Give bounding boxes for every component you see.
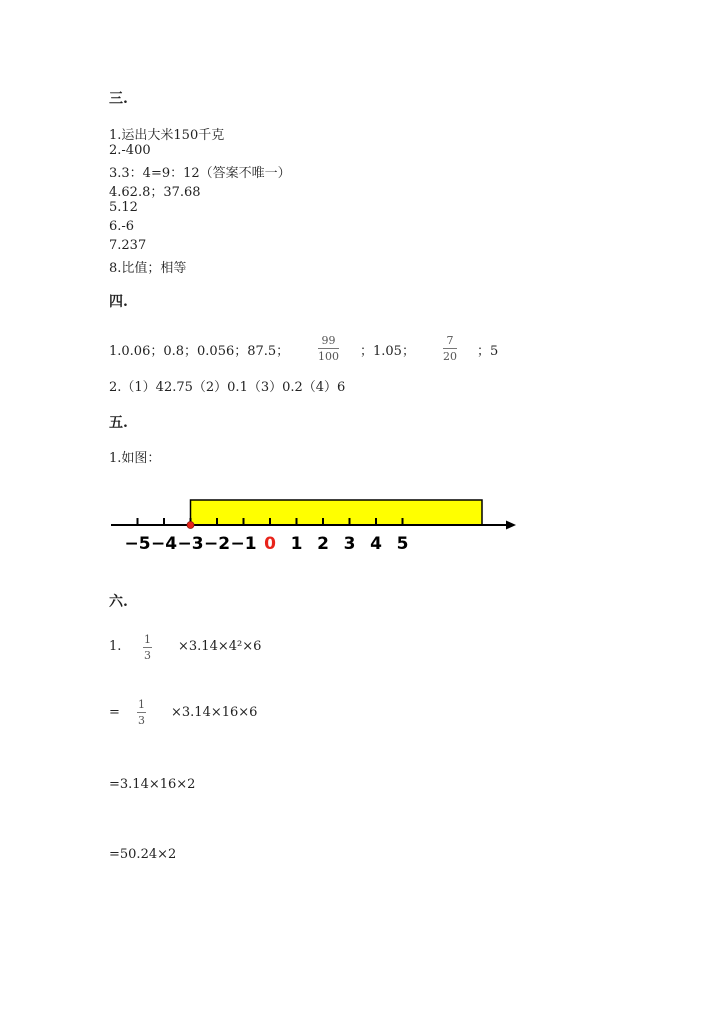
fraction-bar [137,712,146,713]
number-line-tick-label: −4 [150,534,178,554]
fraction-denominator: 100 [318,350,339,363]
number-line-tick-label: 0 [264,534,276,554]
fraction-1-3 [137,698,146,727]
fraction-99-100 [318,334,339,363]
number-line-labels [124,534,408,554]
number-line-arrow [506,521,516,530]
number-line-tick-label: 3 [343,534,356,554]
answer-6-1-expression: ×3.14×4²×6 [178,639,262,654]
section-6-heading: 六. [109,594,128,610]
number-line-tick-label: −2 [203,534,231,554]
fraction-numerator: 1 [138,698,145,711]
fraction-denominator: 3 [144,649,151,662]
number-line-tick-label: −5 [124,534,151,554]
answer-3-8: 8.比值；相等 [109,261,187,276]
fraction-bar [143,647,152,648]
number-line-tick-label: 1 [290,534,303,554]
answer-4-2: 2.（1）42.75（2）0.1（3）0.2（4）6 [109,380,346,395]
answer-6-2-expression: ×3.14×16×6 [171,705,258,720]
number-line-figure [108,492,520,562]
answer-6-3: =3.14×16×2 [109,777,196,792]
fraction-denominator: 20 [443,350,457,363]
fraction-1-3 [143,633,152,662]
number-line-tick-label: −1 [230,534,257,554]
answer-5-1: 1.如图： [109,451,161,466]
section-3-heading: 三. [109,91,128,107]
answer-3-4: 4.62.8；37.68 [109,185,201,200]
answer-6-2-prefix: = [109,705,120,720]
fraction-numerator: 7 [446,334,454,347]
answer-4-1-suffix: ；5 [477,344,499,359]
fraction-numerator: 99 [321,334,336,347]
fraction-numerator: 1 [144,633,151,646]
number-line-tick-label: 4 [370,534,382,554]
fraction-7-20 [443,334,457,363]
number-line-tick-label: −3 [177,534,204,554]
fraction-bar [318,348,339,349]
section-5-heading: 五. [109,415,128,431]
answer-6-1-prefix: 1. [109,639,122,654]
answer-4-1-mid: ；1.05； [360,344,415,359]
answer-3-2: 2.-400 [109,143,151,158]
fraction-denominator: 3 [138,714,145,727]
answer-3-7: 7.237 [109,238,147,253]
answer-6-4: =50.24×2 [109,847,177,862]
number-line-tick-label: 2 [317,534,329,554]
number-line-highlight-range [191,500,483,525]
number-line-tick-label: 5 [396,534,409,554]
section-4-heading: 四. [109,294,128,310]
answer-3-1: 1.运出大米150千克 [109,128,225,143]
answer-3-6: 6.-6 [109,219,135,234]
fraction-bar [443,348,457,349]
answer-3-5: 5.12 [109,200,138,215]
answer-3-3: 3.3：4=9：12（答案不唯一） [109,166,291,181]
number-line-start-point [187,522,194,529]
answer-4-1-prefix: 1.0.06；0.8；0.056；87.5； [109,344,290,359]
number-line-highlight-group [191,500,483,525]
